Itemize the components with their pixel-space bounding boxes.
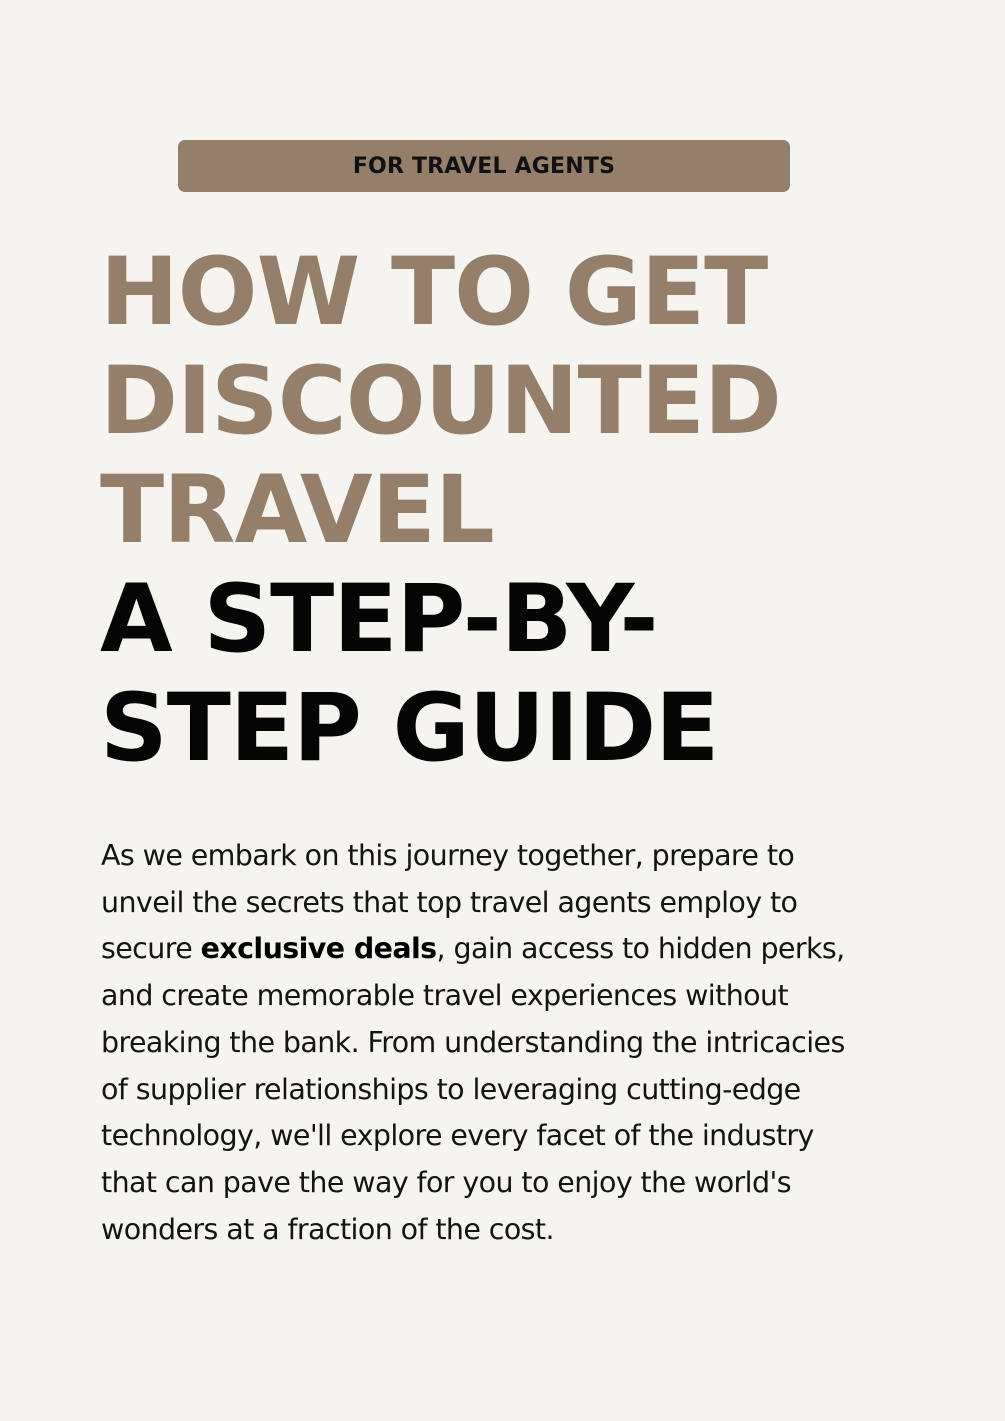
paragraph-line: of supplier relationships to leveraging cutting-edge: [101, 1072, 801, 1106]
intro-paragraph: [101, 833, 971, 1253]
paragraph-line: unveil the secrets that top travel agents employ to: [101, 885, 798, 919]
page-title: [100, 238, 940, 783]
paragraph-line: As we embark on this journey together, prepare to: [101, 839, 795, 872]
emphasis-exclusive-deals: exclusive deals: [200, 932, 437, 966]
audience-badge: [178, 140, 790, 192]
paragraph-line: technology, we'll explore every facet of the industry: [101, 1119, 814, 1153]
title-line-3: TRAVEL: [100, 456, 494, 565]
subtitle-line-2: STEP GUIDE: [100, 674, 719, 783]
paragraph-line: breaking the bank. From understanding the intricacies: [101, 1025, 845, 1059]
subtitle-line-1: A STEP-BY-: [100, 565, 658, 674]
audience-badge-label: FOR TRAVEL AGENTS: [352, 153, 616, 179]
paragraph-text: secure: [101, 932, 201, 966]
title-line-1: HOW TO GET: [100, 238, 768, 347]
paragraph-line: wonders at a fraction of the cost.: [101, 1212, 554, 1246]
paragraph-text: , gain access to hidden perks,: [436, 932, 845, 966]
paragraph-line: [101, 926, 971, 973]
paragraph-line: and create memorable travel experiences without: [101, 979, 789, 1013]
title-line-2: DISCOUNTED: [100, 347, 781, 456]
paragraph-line: that can pave the way for you to enjoy the world's: [101, 1165, 791, 1199]
